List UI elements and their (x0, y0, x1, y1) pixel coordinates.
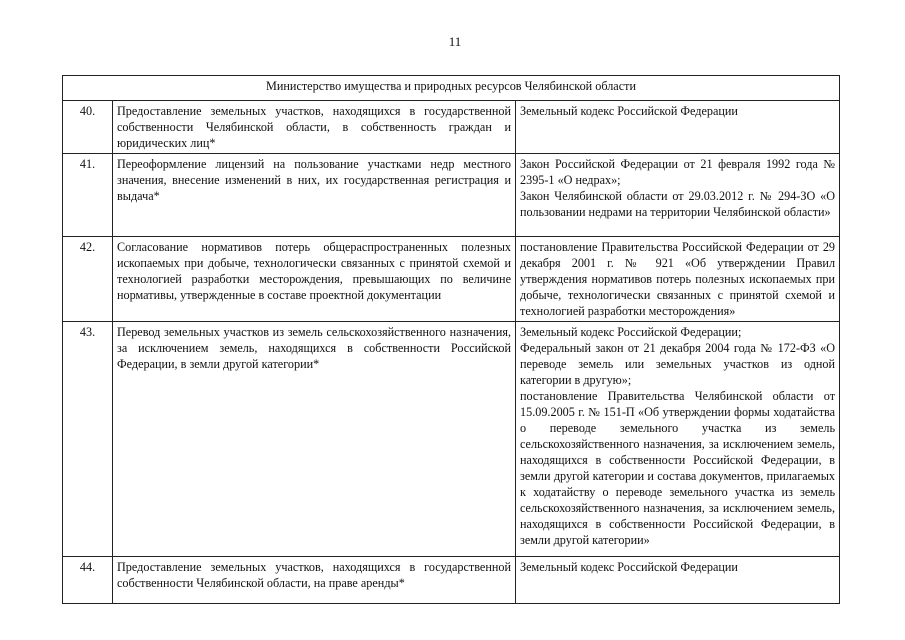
table-row (63, 557, 840, 604)
row-number: 43. (63, 322, 113, 557)
page-number: 11 (448, 34, 462, 49)
legal-basis-item: Федеральный закон от 21 декабря 2004 года № 172-ФЗ «О переводе земель или земельных участков из одной категории в другую»; (520, 341, 836, 387)
legal-basis (516, 101, 840, 154)
legal-basis-item: Земельный кодекс Российской Федерации (520, 560, 738, 574)
section-header: Министерство имущества и природных ресурсов Челябинской области (63, 76, 840, 101)
legal-basis-item: Земельный кодекс Российской Федерации (520, 104, 738, 118)
service-name: Согласование нормативов потерь общераспространенных полезных ископаемых при добыче, технологически связанных с принятой схемой и технологией разработки месторождения, превышающих по величине нормативы, утвержденные в составе проектной документации (113, 237, 516, 322)
table-row (63, 237, 840, 322)
service-name: Предоставление земельных участков, находящихся в государственной собственности Челябинской области, на праве аренды* (113, 557, 516, 604)
section-header-row (63, 76, 840, 101)
legal-basis (516, 237, 840, 322)
table-row (63, 154, 840, 237)
table-row (63, 101, 840, 154)
row-number: 44. (63, 557, 113, 604)
table-row (63, 322, 840, 557)
service-name: Перевод земельных участков из земель сельскохозяйственного назначения, за исключением земель, находящихся в собственности Российской Федерации, в земли другой категории* (113, 322, 516, 557)
legal-basis-item: постановление Правительства Российской Федерации от 29 декабря 2001 г. № 921 «Об утверждении Правил утверждения нормативов потерь полезных ископаемых при добыче, технологически связанных с принятой схемой и технологией разработки месторождения» (520, 240, 836, 318)
legal-basis-item: Закон Российской Федерации от 21 февраля 1992 года № 2395-1 «О недрах»; (520, 157, 836, 187)
legal-basis-item: Земельный кодекс Российской Федерации; (520, 325, 742, 339)
service-name: Переоформление лицензий на пользование участками недр местного значения, внесение изменений в них, их государственная регистрация и выдача* (113, 154, 516, 237)
legal-basis (516, 557, 840, 604)
row-number: 41. (63, 154, 113, 237)
row-number: 40. (63, 101, 113, 154)
legal-basis (516, 154, 840, 237)
legal-basis-item: постановление Правительства Челябинской области от 15.09.2005 г. № 151-П «Об утверждении формы ходатайства о переводе земельного участка из земель сельскохозяйственного назначения, за исключением земель, находящихся в собственности Российской Федерации, в земли другой категории и состава документов, прилагаемых к ходатайству о переводе земельного участка из земель сельскохозяйственного назначения, за исключением земель, находящихся в собственности Российской Федерации, в земли другой категории» (520, 389, 836, 547)
row-number: 42. (63, 237, 113, 322)
services-table (62, 75, 840, 604)
legal-basis-item: Закон Челябинской области от 29.03.2012 г. № 294-ЗО «О пользовании недрами на территории Челябинской области» (520, 189, 836, 219)
service-name: Предоставление земельных участков, находящихся в государственной собственности Челябинской области, в собственность граждан и юридических лиц* (113, 101, 516, 154)
legal-basis (516, 322, 840, 557)
